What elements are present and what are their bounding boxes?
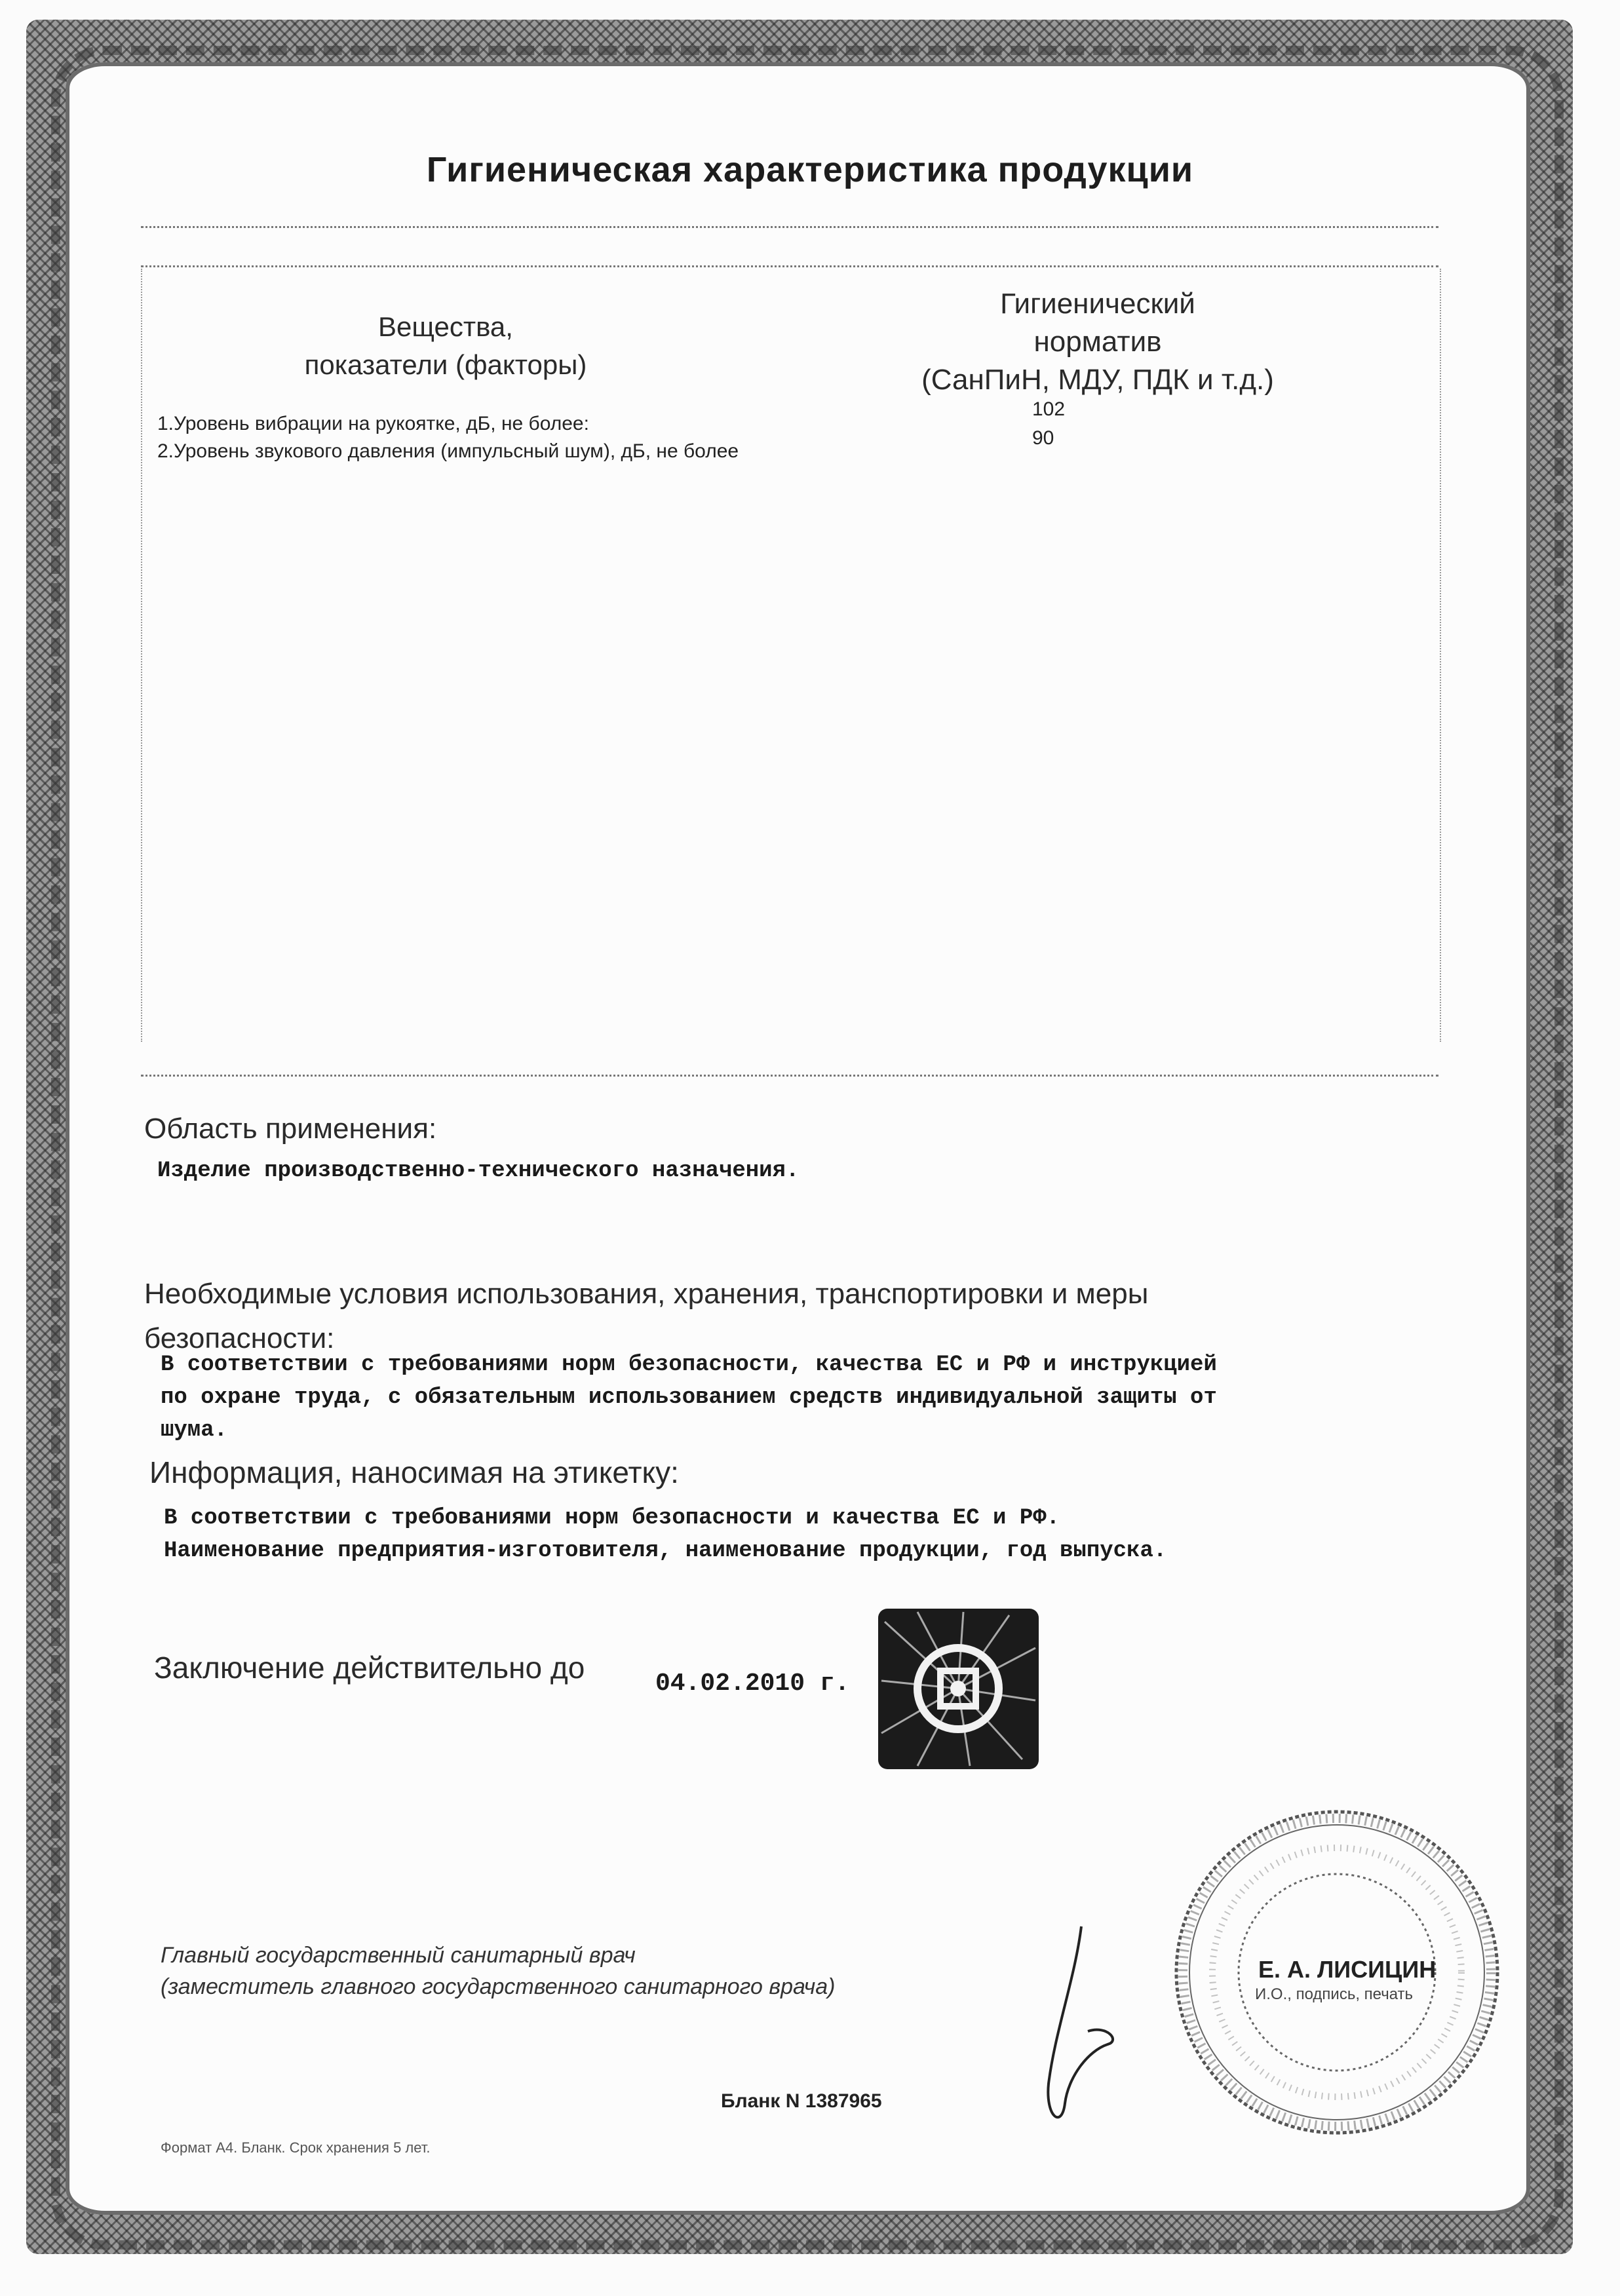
column-header-norm-line2: норматив [1033, 326, 1162, 358]
signatory-name: Е. А. ЛИСИЦИН [1258, 1956, 1437, 1983]
blank-number: Бланк N 1387965 [721, 2090, 882, 2112]
document-title: Гигиеническая характеристика продукции [426, 150, 1194, 189]
top-divider [141, 226, 1438, 228]
scope-text: Изделие производственно-технического назначения. [157, 1158, 800, 1183]
signature-scribble [1009, 1920, 1140, 2136]
column-header-norm [852, 285, 1343, 399]
label-info-text-line2: Наименование предприятия-изготовителя, наименование продукции, год выпуска. [164, 1539, 1167, 1563]
conditions-heading-line2: безопасности: [144, 1322, 335, 1354]
column-header-substances-line1: Вещества, [378, 311, 513, 342]
signatory-caption: И.О., подпись, печать [1255, 1985, 1414, 2003]
certification-mark-emblem [878, 1609, 1039, 1769]
scope-heading: Область применения: [144, 1113, 437, 1145]
column-header-substances-line2: показатели (факторы) [304, 349, 587, 380]
table-row-label: 1.Уровень вибрации на рукоятке, дБ, не более: [157, 413, 589, 434]
conditions-text-line3: шума. [161, 1418, 228, 1443]
validity-label: Заключение действительно до [154, 1651, 585, 1685]
column-header-norm-line1: Гигиенический [1000, 288, 1195, 320]
signature-role-line1: Главный государственный санитарный врач [161, 1943, 636, 1968]
label-info-text-line1: В соответствии с требованиями норм безопасности и качества ЕС и РФ. [164, 1506, 1060, 1531]
signature-role-line2: (заместитель главного государственного санитарного врача) [161, 1974, 836, 1999]
column-header-norm-line3: (СанПиН, МДУ, ПДК и т.д.) [921, 364, 1274, 396]
format-note: Формат А4. Бланк. Срок хранения 5 лет. [161, 2139, 431, 2156]
table-row-value: 102 [1032, 398, 1066, 420]
column-header-substances [249, 308, 642, 384]
conditions-text-line1: В соответствии с требованиями норм безопасности, качества ЕС и РФ и инструкцией [161, 1352, 1217, 1377]
signature-role-block [161, 1940, 836, 2002]
validity-date: 04.02.2010 г. [655, 1670, 850, 1698]
conditions-heading-line1: Необходимые условия использования, хранения, транспортировки и меры [144, 1278, 1149, 1310]
table-top-border [141, 265, 1438, 267]
table-row-label: 2.Уровень звукового давления (импульсный шум), дБ, не более [157, 440, 739, 462]
table-bottom-border [141, 1075, 1438, 1077]
label-info-heading: Информация, наносимая на этикетку: [149, 1455, 679, 1489]
table-row-value: 90 [1032, 427, 1054, 449]
conditions-text-line2: по охране труда, с обязательным использованием средств индивидуальной защиты от [161, 1385, 1217, 1410]
